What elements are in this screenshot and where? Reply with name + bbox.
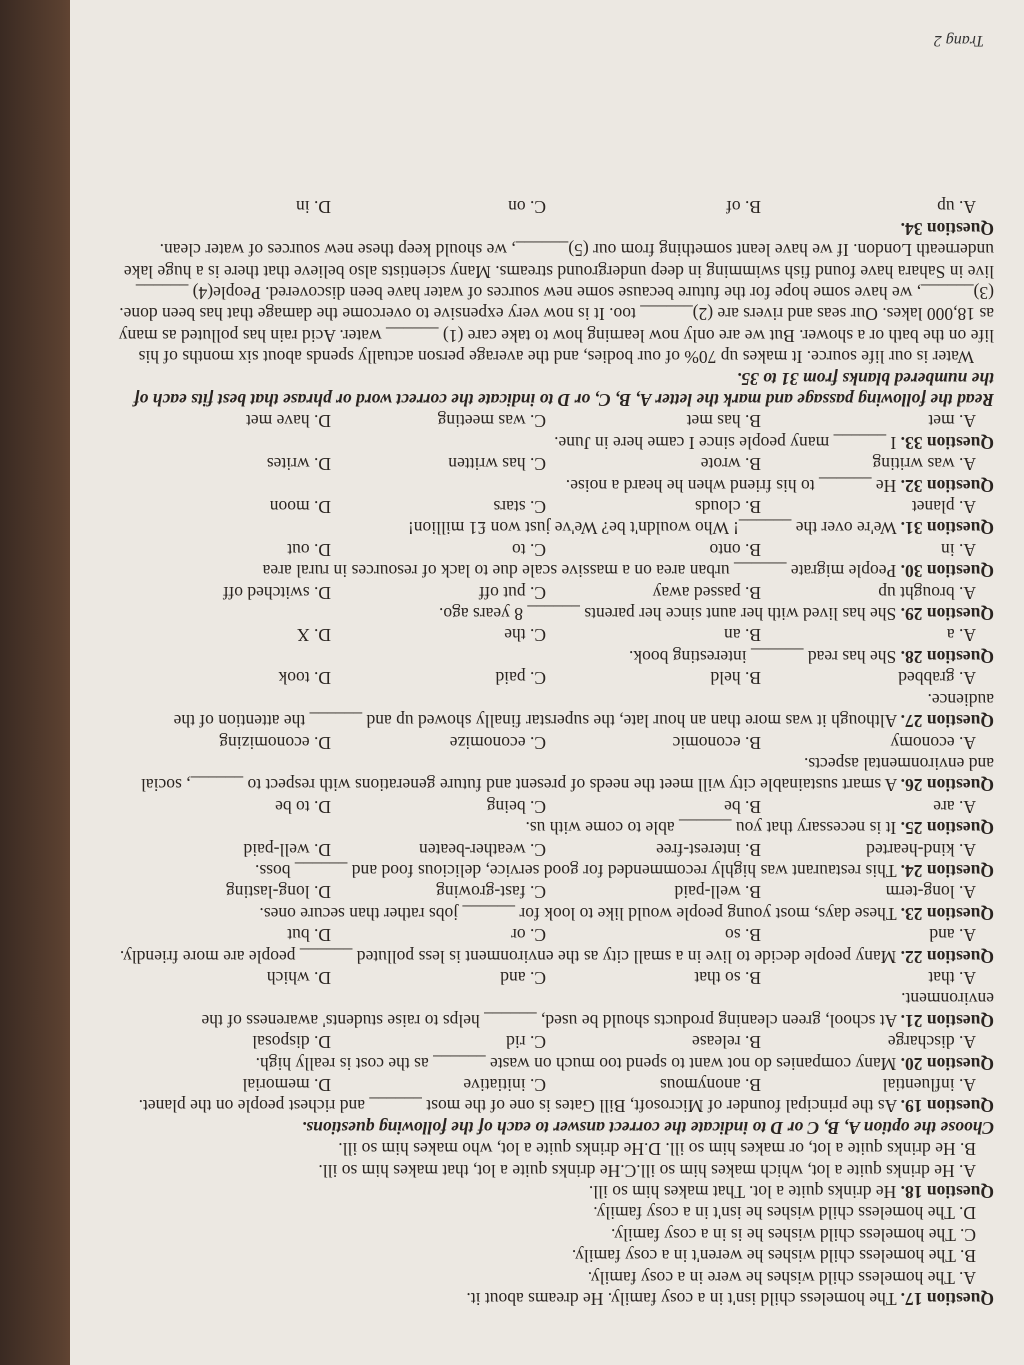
answer-choices: [114, 731, 994, 752]
instruction: Read the following passage and mark the letter A, B, C, or D to indicate the correct word or phrase that best fits each of the numbered blanks from 31 to 35.: [133, 368, 994, 411]
answer-choice: D. long-lasting: [226, 882, 331, 903]
answer-choice: D. moon: [269, 497, 331, 518]
answer-choice: D. to be: [275, 796, 331, 817]
question-stem: [114, 646, 994, 667]
question-text: I ______ many people since I came here in June.: [554, 432, 897, 453]
question-stem: [114, 217, 994, 238]
answer-choice: B. has met: [686, 411, 761, 432]
answer-choice: D. memorial: [242, 1075, 331, 1096]
question-number: Question 32.: [900, 475, 994, 496]
answer-choice: C. rid: [506, 1032, 546, 1053]
answer-choice: C. economize: [449, 732, 546, 753]
question-text: As the principal founder of Microsoft, Bill Gates is one of the most ______ and richest people on the planet.: [138, 1096, 898, 1117]
question-number: Question 24.: [900, 860, 994, 881]
answer-choices: [114, 1074, 994, 1095]
question-text: He drinks quite a lot. That makes him so ill.: [588, 1182, 897, 1203]
question-stem: [114, 688, 994, 731]
answer-choice: B. wrote: [700, 454, 761, 475]
question-stem: [114, 474, 994, 495]
q25-block: [114, 795, 994, 838]
answer-choice: B. an: [724, 625, 761, 646]
question-number: Question 22.: [900, 946, 994, 967]
answer-choice: A. long-term: [885, 882, 976, 903]
answer-choice: A. kind-hearted: [866, 839, 976, 860]
answer-choice: B. passed away: [652, 582, 761, 603]
question-number: Question 19.: [900, 1096, 994, 1117]
q22-block: [114, 924, 994, 967]
question-number: Question 20.: [900, 1053, 994, 1074]
question-stem: [114, 560, 994, 581]
q33-block: [114, 410, 994, 453]
answer-choice: D. in: [296, 197, 331, 218]
question-text: It is necessary that you ______ able to come with us.: [525, 818, 897, 839]
answer-choice: D. switched off: [222, 582, 331, 603]
question-number: Question 25.: [900, 818, 994, 839]
answer-choice: C. put off: [478, 582, 546, 603]
q34-block: [114, 196, 994, 239]
answer-choice: A. discharge: [887, 1032, 976, 1053]
question-stem: [114, 817, 994, 838]
question-number: Question 21.: [900, 1010, 994, 1031]
answer-choices: [114, 624, 994, 645]
q28-block: [114, 624, 994, 667]
reading-passage: Water is our life source. It makes up 70% of our bodies, and the average person actually spends about six months of his life on the bath or a shower. But we are only now learning how to take care (1) ______ water. Acid rain has polluted as many as 18,000 lakes. Our seas and rivers are (2)______ too. It is now very expensive to overcome the damage that has been done. (3)______, we have some hope for the future because some new sources of water have been discovered. People(4) ______ live in Sahara have found fish swimming in deep underground streams. Many scientists also believe that there is a huge lake underneath London. If we have leant something from our (5)______, we should keep these new sources of water clean.: [118, 240, 994, 368]
q19-block: [114, 1074, 994, 1117]
question-stem: [114, 1095, 994, 1116]
question-text: The homeless child isn't in a cosy family. He dreams about it.: [466, 1289, 897, 1309]
answer-choice: C. paid: [495, 668, 546, 689]
answer-option: D. The homeless child wishes he isn't in a cosy family.: [593, 1203, 976, 1224]
answer-choice: B. so that: [694, 968, 761, 988]
answer-choice: B. be: [724, 796, 761, 817]
rotated-page: [70, 0, 1024, 1364]
answer-choices: [114, 967, 994, 988]
question-stem: [114, 517, 994, 538]
answer-choice: A. grabbed: [898, 668, 976, 689]
answer-choice: B. onto: [709, 539, 761, 560]
question-number: Question 30.: [900, 561, 994, 582]
answer-choices: [114, 410, 994, 431]
answer-choice: A. a: [946, 625, 976, 646]
answer-choices: [114, 196, 994, 217]
answer-choice: D. X: [296, 625, 331, 646]
answer-choice: A. that: [928, 968, 976, 988]
q18-block: [114, 1138, 994, 1202]
question-stem: [114, 945, 994, 966]
answer-choice: B. of: [726, 197, 761, 218]
q29-block: [114, 581, 994, 624]
question-text: Many people decide to live in a small city as the environment is less polluted ______ people are more friendly.: [119, 946, 897, 967]
question-stem: [114, 753, 994, 796]
question-text: People migrate ______ urban area on a massive scale due to lack of resources in rural area: [262, 561, 897, 582]
question-number: Question 26.: [900, 775, 994, 796]
answer-choice: B. well-paid: [674, 882, 761, 903]
answer-option: C. The homeless child wishes he is in a cosy family.: [610, 1224, 976, 1245]
q20-block: [114, 1031, 994, 1074]
answer-choice: A. was writing: [872, 454, 976, 475]
answer-choice: D. writes: [266, 454, 331, 475]
answer-choice: D. have met: [245, 411, 331, 432]
answer-choice: A. in: [941, 539, 976, 560]
q21-block: [114, 967, 994, 1031]
answer-choice: A. brought up: [878, 582, 976, 603]
question-stem: [114, 1181, 994, 1202]
q17-block: [114, 1202, 994, 1309]
answer-choices: [114, 581, 994, 602]
question-number: Question 23.: [900, 903, 994, 924]
question-text: Many companies do not want to spend too much on waste ______ as the cost is really high.: [255, 1053, 897, 1074]
question-number: Question 31.: [900, 518, 994, 539]
q23-block: [114, 881, 994, 924]
question-stem: [114, 860, 994, 881]
question-text: She has lived with her aunt since her parents ______ 8 years ago.: [438, 604, 897, 625]
answer-choices: [114, 881, 994, 902]
question-number: Question 34.: [900, 218, 994, 239]
question-text: She has read ______ interesting book.: [628, 646, 897, 667]
answer-choice: A. and: [929, 925, 976, 946]
answer-choice: A. up: [937, 197, 976, 218]
question-stem: [114, 988, 994, 1031]
answer-option: B. The homeless child wishes he weren't in a cosy family.: [571, 1246, 976, 1267]
answer-choice: C. weather-beaten: [419, 839, 546, 860]
answer-choice: C. was meeting: [437, 411, 546, 432]
answer-choice: C. fast-growing: [436, 882, 546, 903]
answer-choice: B. held: [710, 668, 761, 689]
q26-block: [114, 731, 994, 795]
answer-choice: A. met: [928, 411, 976, 432]
answer-choice: D. but: [287, 925, 331, 946]
q31-block: [114, 496, 994, 539]
q27-block: [114, 667, 994, 731]
answer-choice: A. planet: [911, 497, 976, 518]
answer-choice: D. well-paid: [243, 839, 331, 860]
answer-option: B. He drinks quite a lot, or makes him so ill. D.He drinks quite a lot, who makes him so ill.: [338, 1139, 976, 1160]
answer-choice: D. which: [266, 968, 331, 988]
answer-choices: [114, 538, 994, 559]
question-text: He ______ to his friend when he heard a noise.: [565, 475, 897, 496]
answer-choices: [114, 795, 994, 816]
answer-choice: B. so: [725, 925, 761, 946]
question-stem: [114, 603, 994, 624]
answer-choice: C. being: [486, 796, 546, 817]
question-text: This restaurant was highly recommended for good service, delicious food and ______ boss.: [255, 860, 897, 881]
worksheet-content: [114, 196, 994, 1309]
instruction: Choose the option A, B, C or D to indicate the correct answer to each of the following questions.: [301, 1117, 994, 1138]
answer-choice: D. disposal: [252, 1032, 331, 1053]
answer-choices: [114, 496, 994, 517]
answer-choice: B. anonymous: [659, 1075, 761, 1096]
answer-choice: B. interest-free: [656, 839, 761, 860]
q24-block: [114, 838, 994, 881]
answer-choice: B. clouds: [694, 497, 761, 518]
answer-choice: C. has written: [448, 454, 546, 475]
answer-option: A. The homeless child wishes he were in a cosy family.: [587, 1267, 976, 1288]
question-stem: [114, 1288, 994, 1309]
answer-choice: C. initiative: [463, 1075, 546, 1096]
answer-choices: [114, 667, 994, 688]
question-number: Question 27.: [900, 711, 994, 732]
page-number: Trang 2: [933, 32, 984, 49]
answer-choices: [114, 1031, 994, 1052]
q32-block: [114, 453, 994, 496]
question-text: These days, most young people would like to look for ______ jobs rather than secure ones.: [259, 903, 897, 924]
answer-choice: D. took: [278, 668, 331, 689]
question-text: Although it was more than an hour late, the superstar finally showed up and ______ the attention of the audience.: [173, 689, 994, 732]
question-number: Question 17.: [900, 1289, 994, 1309]
instr2-block: [114, 367, 994, 410]
instr1-block: [114, 1116, 994, 1137]
answer-choice: D. out: [287, 539, 331, 560]
answer-choice: A. are: [933, 796, 976, 817]
answer-choices: [114, 924, 994, 945]
answer-option: A. He drinks quite a lot, which makes him so ill.C.He drinks quite a lot, that makes him so ill.: [318, 1160, 976, 1181]
answer-choice: A. influential: [882, 1075, 976, 1096]
answer-choice: C. stars: [493, 497, 546, 518]
q30-block: [114, 538, 994, 581]
question-text: At school, green cleaning products should be used, ______ helps to raise students' awareness of the environment.: [201, 989, 994, 1031]
answer-choices: [114, 453, 994, 474]
question-number: Question 18.: [900, 1182, 994, 1203]
question-number: Question 33.: [900, 432, 994, 453]
answer-choice: C. on: [508, 197, 546, 218]
question-stem: [114, 431, 994, 452]
answer-choice: B. release: [692, 1032, 761, 1053]
passage-block: [114, 239, 994, 367]
answer-choice: C. the: [504, 625, 546, 646]
answer-choice: D. economizing: [219, 732, 331, 753]
answer-choice: B. economic: [672, 732, 761, 753]
question-stem: [114, 902, 994, 923]
answer-choice: C. and: [500, 968, 546, 988]
question-number: Question 29.: [900, 604, 994, 625]
question-text: A smart sustainable city will meet the needs of present and future generations with respect to ______, social and environmental aspects.: [141, 753, 994, 796]
answer-choice: A. economy: [890, 732, 976, 753]
question-number: Question 28.: [900, 646, 994, 667]
answer-choices: [114, 838, 994, 859]
question-stem: [114, 1052, 994, 1073]
answer-choice: C. to: [511, 539, 546, 560]
answer-choice: C. or: [511, 925, 546, 946]
question-text: We're over the ______! Who wouldn't be? We've just won £1 million!: [407, 518, 897, 539]
